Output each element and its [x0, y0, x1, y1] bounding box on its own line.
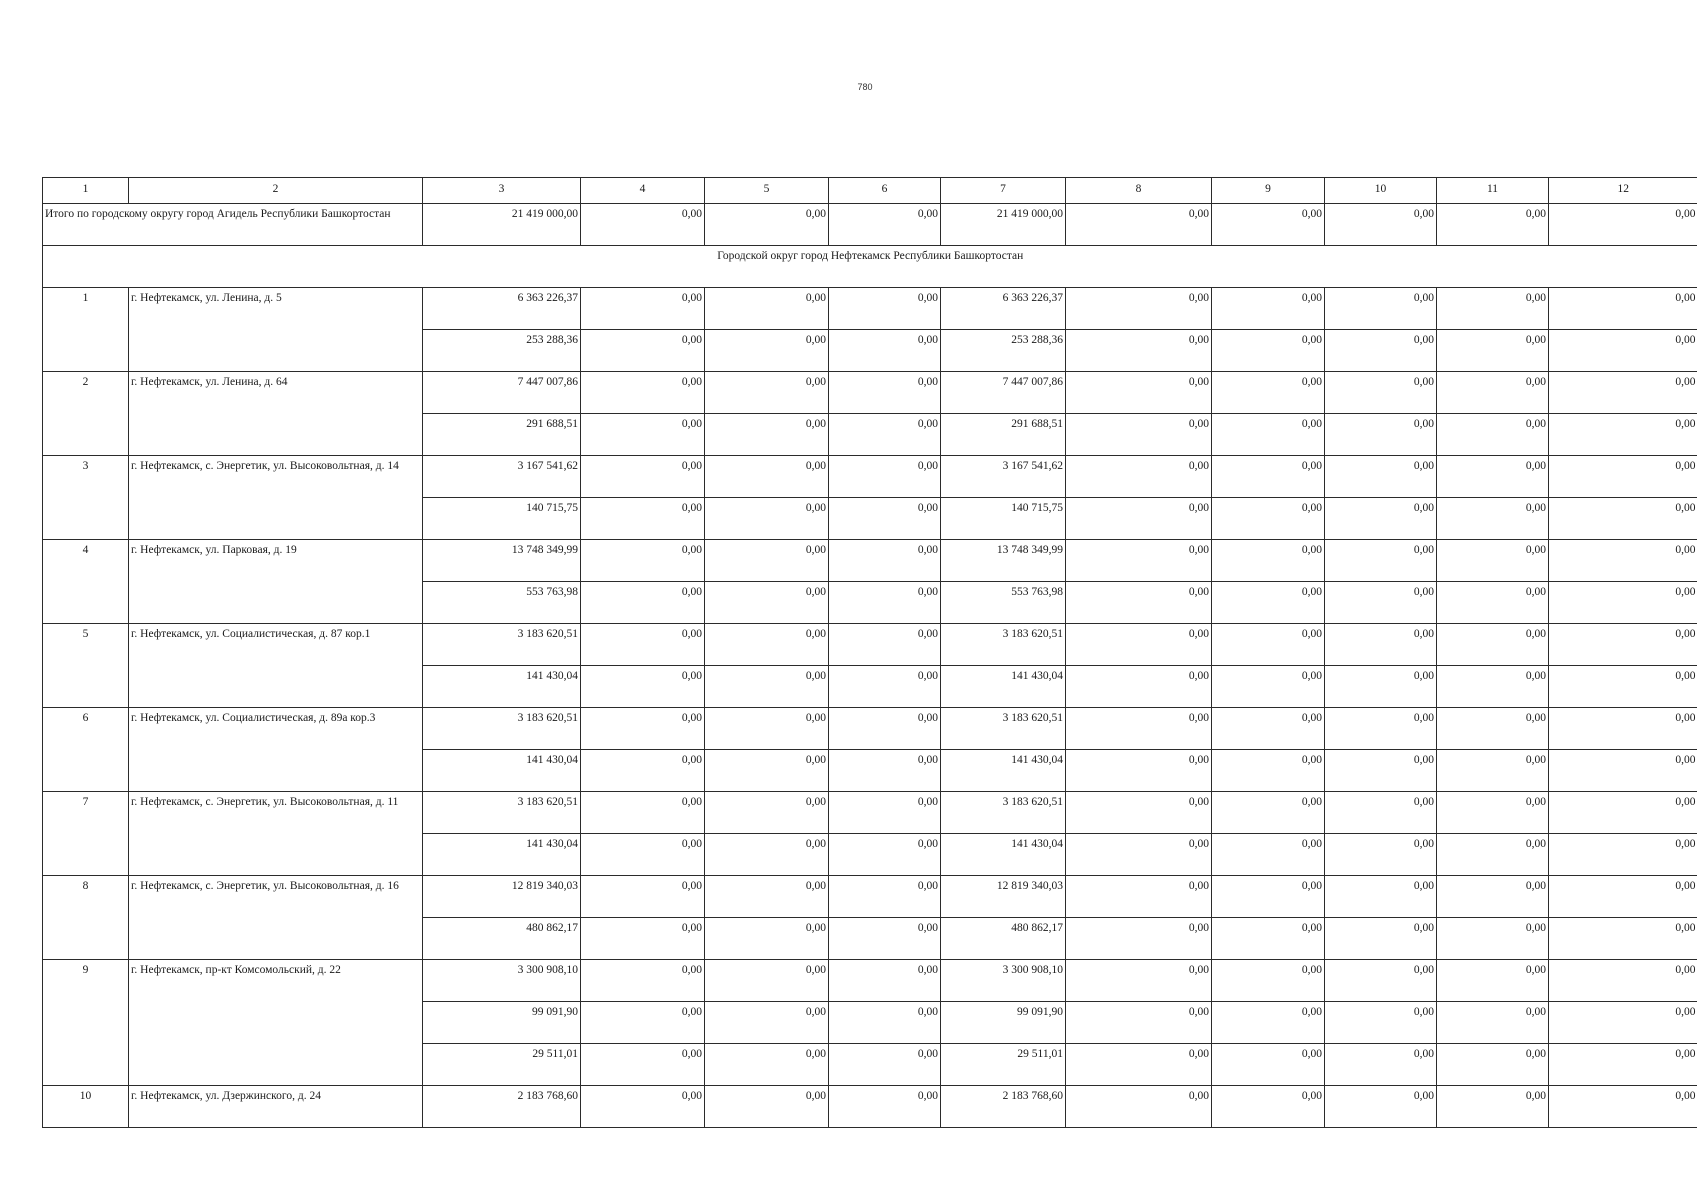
table-cell: 0,00	[1437, 1086, 1549, 1128]
table-cell: 0,00	[829, 204, 941, 246]
total-label: Итого по городскому округу город Агидель Республики Башкортостан	[43, 204, 423, 246]
table-cell: 0,00	[1549, 666, 1697, 708]
table-cell: 3 183 620,51	[941, 624, 1066, 666]
table-cell: 0,00	[1325, 1044, 1437, 1086]
row-number: 6	[43, 708, 129, 792]
table-cell: 99 091,90	[941, 1002, 1066, 1044]
table-cell: 0,00	[829, 372, 941, 414]
table-cell: 0,00	[1212, 624, 1325, 666]
table-cell: 0,00	[1212, 372, 1325, 414]
table-cell: 0,00	[1325, 750, 1437, 792]
table-cell: 0,00	[1325, 372, 1437, 414]
table-cell: 0,00	[1549, 204, 1697, 246]
table-cell: 0,00	[581, 456, 705, 498]
table-cell: 0,00	[705, 456, 829, 498]
table-cell: 0,00	[1212, 876, 1325, 918]
table-cell: 0,00	[1437, 456, 1549, 498]
table-cell: 141 430,04	[941, 666, 1066, 708]
table-cell: 0,00	[1212, 204, 1325, 246]
table-cell: 0,00	[1549, 582, 1697, 624]
table-cell: 0,00	[705, 330, 829, 372]
table-cell: 0,00	[1325, 498, 1437, 540]
table-cell: 0,00	[581, 666, 705, 708]
row-number: 2	[43, 372, 129, 456]
table-cell: 480 862,17	[423, 918, 581, 960]
table-cell: 0,00	[705, 666, 829, 708]
table-cell: 0,00	[1437, 1002, 1549, 1044]
table-cell: 3 183 620,51	[423, 708, 581, 750]
table-cell: 0,00	[829, 666, 941, 708]
table-cell: 0,00	[581, 1044, 705, 1086]
row-number: 8	[43, 876, 129, 960]
address-cell: г. Нефтекамск, ул. Парковая, д. 19	[129, 540, 423, 624]
table-cell: 0,00	[829, 330, 941, 372]
table-cell: 0,00	[1066, 918, 1212, 960]
table-cell: 0,00	[1325, 918, 1437, 960]
address-cell: г. Нефтекамск, с. Энергетик, ул. Высоковольтная, д. 14	[129, 456, 423, 540]
table-cell: 0,00	[1066, 750, 1212, 792]
table-cell: 0,00	[829, 960, 941, 1002]
table-cell: 0,00	[1549, 414, 1697, 456]
table-cell: 0,00	[581, 624, 705, 666]
table-cell: 0,00	[1437, 1044, 1549, 1086]
table-cell: 0,00	[829, 876, 941, 918]
table-cell: 291 688,51	[423, 414, 581, 456]
table-cell: 0,00	[1325, 456, 1437, 498]
table-cell: 0,00	[581, 750, 705, 792]
table-cell: 0,00	[1212, 414, 1325, 456]
column-number-row	[43, 178, 1697, 204]
table-cell: 0,00	[1437, 624, 1549, 666]
table-cell: 0,00	[705, 498, 829, 540]
table-cell: 0,00	[1437, 960, 1549, 1002]
table-cell: 141 430,04	[941, 750, 1066, 792]
table-cell: 0,00	[1437, 666, 1549, 708]
table-cell: 0,00	[581, 372, 705, 414]
table-cell: 0,00	[1437, 750, 1549, 792]
table-cell: 0,00	[1437, 918, 1549, 960]
page-number: 780	[857, 82, 873, 92]
row-number: 9	[43, 960, 129, 1086]
column-number: 7	[941, 178, 1066, 204]
table-cell: 0,00	[1549, 330, 1697, 372]
table-cell: 3 183 620,51	[423, 624, 581, 666]
table-cell: 0,00	[1549, 918, 1697, 960]
table-cell: 0,00	[1437, 414, 1549, 456]
table-cell: 0,00	[581, 540, 705, 582]
table-cell: 0,00	[1066, 666, 1212, 708]
column-number: 12	[1549, 178, 1697, 204]
column-number: 9	[1212, 178, 1325, 204]
table-cell: 0,00	[829, 582, 941, 624]
table-cell: 0,00	[829, 624, 941, 666]
table-cell: 0,00	[705, 918, 829, 960]
table-cell: 0,00	[1066, 1002, 1212, 1044]
table-cell: 0,00	[705, 582, 829, 624]
table-cell: 0,00	[1066, 708, 1212, 750]
row-number: 5	[43, 624, 129, 708]
table-cell: 140 715,75	[423, 498, 581, 540]
address-cell: г. Нефтекамск, ул. Социалистическая, д. 89а кор.3	[129, 708, 423, 792]
total-row	[43, 204, 1697, 246]
table-cell: 0,00	[1325, 960, 1437, 1002]
table-row	[43, 288, 1697, 330]
table-cell: 0,00	[1212, 498, 1325, 540]
table-cell: 0,00	[1066, 1086, 1212, 1128]
table-cell: 0,00	[1212, 666, 1325, 708]
table-cell: 3 300 908,10	[941, 960, 1066, 1002]
column-number: 3	[423, 178, 581, 204]
table-cell: 0,00	[705, 750, 829, 792]
table-cell: 12 819 340,03	[941, 876, 1066, 918]
address-cell: г. Нефтекамск, с. Энергетик, ул. Высоковольтная, д. 11	[129, 792, 423, 876]
table-cell: 0,00	[581, 582, 705, 624]
table-cell: 0,00	[1212, 960, 1325, 1002]
table-cell: 0,00	[1066, 1044, 1212, 1086]
table-cell: 0,00	[1066, 204, 1212, 246]
row-number: 4	[43, 540, 129, 624]
section-row	[43, 246, 1697, 288]
table-cell: 0,00	[829, 708, 941, 750]
table-cell: 3 183 620,51	[941, 708, 1066, 750]
budget-table	[42, 177, 1697, 1128]
table-cell: 0,00	[1437, 330, 1549, 372]
table-cell: 0,00	[1212, 1002, 1325, 1044]
table-cell: 3 167 541,62	[941, 456, 1066, 498]
table-row	[43, 372, 1697, 414]
table-cell: 0,00	[1549, 372, 1697, 414]
table-cell: 140 715,75	[941, 498, 1066, 540]
table-row	[43, 456, 1697, 498]
table-cell: 0,00	[581, 1002, 705, 1044]
table-cell: 141 430,04	[423, 666, 581, 708]
table-cell: 0,00	[1549, 540, 1697, 582]
table-cell: 3 300 908,10	[423, 960, 581, 1002]
table-cell: 0,00	[1549, 708, 1697, 750]
table-cell: 0,00	[1325, 708, 1437, 750]
column-number: 2	[129, 178, 423, 204]
column-number: 1	[43, 178, 129, 204]
table-cell: 0,00	[581, 708, 705, 750]
table-cell: 12 819 340,03	[423, 876, 581, 918]
table-cell: 141 430,04	[423, 834, 581, 876]
table-cell: 0,00	[1549, 288, 1697, 330]
table-cell: 0,00	[1066, 288, 1212, 330]
table-cell: 0,00	[1066, 624, 1212, 666]
table-cell: 0,00	[1212, 1086, 1325, 1128]
table-cell: 0,00	[829, 834, 941, 876]
table-cell: 0,00	[705, 792, 829, 834]
table-cell: 0,00	[1437, 498, 1549, 540]
table-cell: 0,00	[1212, 582, 1325, 624]
table-row	[43, 792, 1697, 834]
table-cell: 0,00	[705, 624, 829, 666]
table-row	[43, 708, 1697, 750]
table-cell: 0,00	[1325, 792, 1437, 834]
table-cell: 0,00	[1437, 204, 1549, 246]
row-number: 3	[43, 456, 129, 540]
table-cell: 0,00	[581, 498, 705, 540]
table-cell: 0,00	[581, 288, 705, 330]
table-cell: 0,00	[1212, 918, 1325, 960]
table-cell: 0,00	[1212, 708, 1325, 750]
table-cell: 0,00	[1212, 288, 1325, 330]
address-cell: г. Нефтекамск, ул. Социалистическая, д. 87 кор.1	[129, 624, 423, 708]
table-cell: 0,00	[1549, 960, 1697, 1002]
table-cell: 253 288,36	[941, 330, 1066, 372]
column-number: 10	[1325, 178, 1437, 204]
table-cell: 0,00	[705, 1002, 829, 1044]
table-cell: 0,00	[1437, 372, 1549, 414]
table-cell: 0,00	[581, 414, 705, 456]
table-cell: 0,00	[1437, 582, 1549, 624]
table-cell: 0,00	[705, 1086, 829, 1128]
table-cell: 0,00	[581, 876, 705, 918]
table-cell: 0,00	[705, 876, 829, 918]
table-cell: 0,00	[1549, 456, 1697, 498]
address-cell: г. Нефтекамск, ул. Ленина, д. 64	[129, 372, 423, 456]
column-number: 8	[1066, 178, 1212, 204]
table-cell: 0,00	[829, 540, 941, 582]
table-cell: 0,00	[829, 792, 941, 834]
table-cell: 0,00	[581, 204, 705, 246]
table-cell: 0,00	[829, 498, 941, 540]
table-cell: 0,00	[1325, 1086, 1437, 1128]
column-number: 11	[1437, 178, 1549, 204]
table-cell: 0,00	[1212, 1044, 1325, 1086]
table-cell: 0,00	[581, 792, 705, 834]
table-cell: 29 511,01	[941, 1044, 1066, 1086]
table-cell: 0,00	[1437, 708, 1549, 750]
table-cell: 0,00	[1549, 792, 1697, 834]
section-title: Городской округ город Нефтекамск Республики Башкортостан	[43, 246, 1697, 288]
row-number: 1	[43, 288, 129, 372]
table-cell: 2 183 768,60	[941, 1086, 1066, 1128]
table-cell: 0,00	[581, 330, 705, 372]
row-number: 7	[43, 792, 129, 876]
table-cell: 0,00	[705, 414, 829, 456]
column-number: 5	[705, 178, 829, 204]
table-cell: 6 363 226,37	[423, 288, 581, 330]
table-cell: 0,00	[1212, 750, 1325, 792]
table-cell: 7 447 007,86	[941, 372, 1066, 414]
table-row	[43, 540, 1697, 582]
table-cell: 0,00	[829, 750, 941, 792]
table-cell: 0,00	[1549, 750, 1697, 792]
table-cell: 0,00	[1325, 540, 1437, 582]
table-cell: 2 183 768,60	[423, 1086, 581, 1128]
table-cell: 0,00	[1325, 582, 1437, 624]
table-cell: 29 511,01	[423, 1044, 581, 1086]
table-cell: 291 688,51	[941, 414, 1066, 456]
table-cell: 0,00	[1066, 582, 1212, 624]
table-cell: 0,00	[1325, 834, 1437, 876]
table-cell: 0,00	[1212, 330, 1325, 372]
table-cell: 553 763,98	[941, 582, 1066, 624]
table-cell: 3 183 620,51	[423, 792, 581, 834]
table-cell: 0,00	[1066, 960, 1212, 1002]
table-row	[43, 960, 1697, 1002]
table-cell: 0,00	[1325, 876, 1437, 918]
table-cell: 0,00	[705, 288, 829, 330]
table-cell: 0,00	[1066, 414, 1212, 456]
table-cell: 7 447 007,86	[423, 372, 581, 414]
table-cell: 141 430,04	[941, 834, 1066, 876]
table-cell: 0,00	[1549, 624, 1697, 666]
table-cell: 0,00	[1212, 456, 1325, 498]
table-cell: 0,00	[705, 540, 829, 582]
table-cell: 0,00	[1066, 792, 1212, 834]
table-cell: 0,00	[1212, 792, 1325, 834]
table-cell: 0,00	[1066, 330, 1212, 372]
table-cell: 0,00	[1437, 540, 1549, 582]
table-cell: 0,00	[1066, 540, 1212, 582]
table-cell: 0,00	[705, 204, 829, 246]
address-cell: г. Нефтекамск, ул. Ленина, д. 5	[129, 288, 423, 372]
table-cell: 0,00	[1549, 1002, 1697, 1044]
table-cell: 0,00	[1549, 834, 1697, 876]
table-cell: 0,00	[1437, 288, 1549, 330]
table-cell: 253 288,36	[423, 330, 581, 372]
table-cell: 13 748 349,99	[423, 540, 581, 582]
table-cell: 0,00	[1549, 1086, 1697, 1128]
table-cell: 553 763,98	[423, 582, 581, 624]
table-cell: 0,00	[829, 414, 941, 456]
table-cell: 13 748 349,99	[941, 540, 1066, 582]
table-cell: 0,00	[581, 834, 705, 876]
table-cell: 0,00	[581, 1086, 705, 1128]
table-cell: 0,00	[1549, 876, 1697, 918]
table-cell: 3 167 541,62	[423, 456, 581, 498]
address-cell: г. Нефтекамск, ул. Дзержинского, д. 24	[129, 1086, 423, 1128]
table-cell: 0,00	[1066, 876, 1212, 918]
column-number: 4	[581, 178, 705, 204]
table-cell: 0,00	[829, 918, 941, 960]
table-cell: 0,00	[1066, 372, 1212, 414]
table-cell: 99 091,90	[423, 1002, 581, 1044]
table-cell: 21 419 000,00	[941, 204, 1066, 246]
table-cell: 0,00	[1325, 330, 1437, 372]
table-row	[43, 876, 1697, 918]
column-number: 6	[829, 178, 941, 204]
table-cell: 0,00	[1549, 498, 1697, 540]
table-cell: 0,00	[1325, 204, 1437, 246]
table-cell: 6 363 226,37	[941, 288, 1066, 330]
address-cell: г. Нефтекамск, с. Энергетик, ул. Высоковольтная, д. 16	[129, 876, 423, 960]
table-cell: 0,00	[705, 372, 829, 414]
table-cell: 0,00	[1437, 792, 1549, 834]
table-cell: 0,00	[829, 288, 941, 330]
table-cell: 0,00	[1325, 414, 1437, 456]
table-cell: 0,00	[1325, 624, 1437, 666]
table-cell: 0,00	[705, 1044, 829, 1086]
table-cell: 0,00	[1325, 1002, 1437, 1044]
table-cell: 0,00	[705, 834, 829, 876]
table-cell: 21 419 000,00	[423, 204, 581, 246]
table-cell: 0,00	[1066, 456, 1212, 498]
table-cell: 0,00	[1437, 876, 1549, 918]
table-cell: 0,00	[1325, 666, 1437, 708]
table-cell: 0,00	[1212, 540, 1325, 582]
address-cell: г. Нефтекамск, пр-кт Комсомольский, д. 22	[129, 960, 423, 1086]
table-cell: 0,00	[581, 960, 705, 1002]
table-cell: 0,00	[705, 960, 829, 1002]
table-cell: 0,00	[1066, 498, 1212, 540]
table-cell: 0,00	[705, 708, 829, 750]
table-row	[43, 1086, 1697, 1128]
table-cell: 0,00	[1549, 1044, 1697, 1086]
table-row	[43, 624, 1697, 666]
table-cell: 0,00	[581, 918, 705, 960]
table-cell: 0,00	[1212, 834, 1325, 876]
table-cell: 0,00	[1325, 288, 1437, 330]
table-cell: 0,00	[829, 456, 941, 498]
table-cell: 0,00	[1437, 834, 1549, 876]
table-cell: 0,00	[829, 1044, 941, 1086]
table-cell: 480 862,17	[941, 918, 1066, 960]
table-cell: 0,00	[829, 1002, 941, 1044]
table-cell: 0,00	[1066, 834, 1212, 876]
table-cell: 0,00	[829, 1086, 941, 1128]
table-cell: 3 183 620,51	[941, 792, 1066, 834]
table-cell: 141 430,04	[423, 750, 581, 792]
row-number: 10	[43, 1086, 129, 1128]
